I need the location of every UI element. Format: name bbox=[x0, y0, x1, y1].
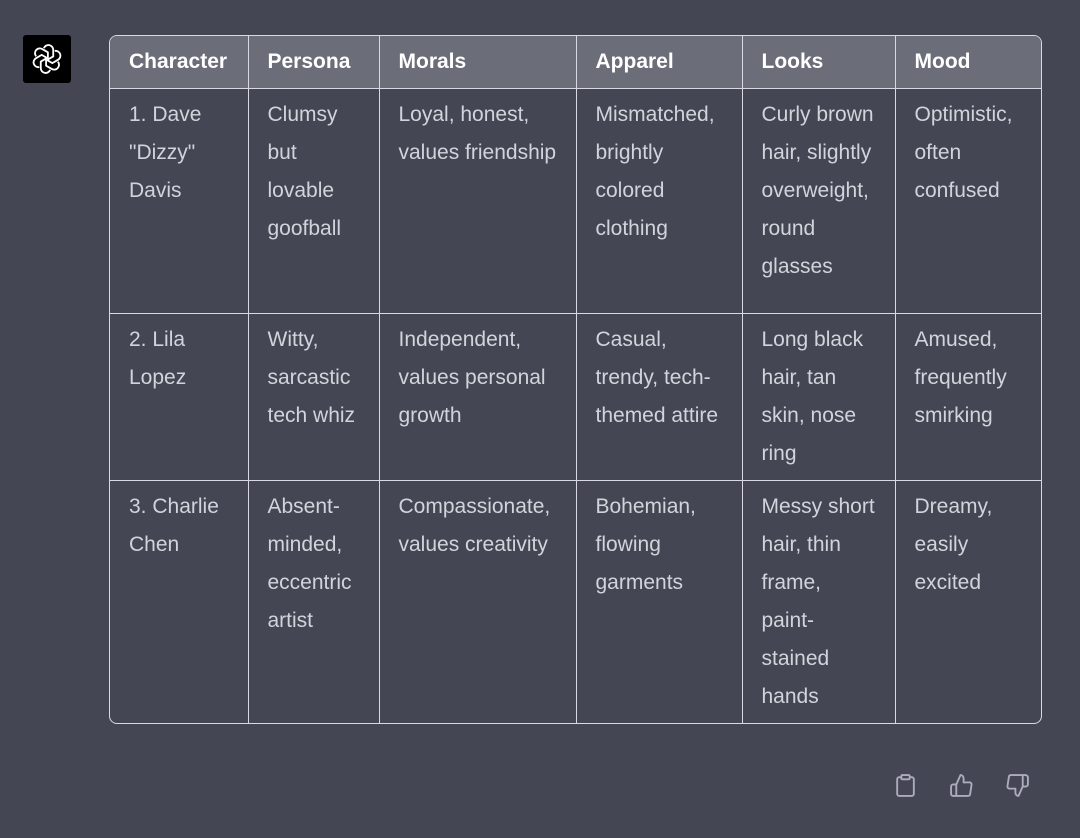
table-row bbox=[110, 89, 1041, 314]
table-cell: Loyal, honest, values friendship bbox=[379, 89, 576, 314]
character-table-container bbox=[109, 35, 1042, 724]
thumbs-up-button[interactable] bbox=[944, 770, 979, 800]
table-row bbox=[110, 314, 1041, 481]
table-cell: Messy short hair, thin frame, paint-stained hands bbox=[742, 481, 895, 724]
thumbs-down-icon bbox=[1005, 773, 1030, 798]
openai-logo-icon bbox=[30, 42, 64, 76]
header-persona: Persona bbox=[248, 36, 379, 89]
table-cell: Long black hair, tan skin, nose ring bbox=[742, 314, 895, 481]
table-cell: Independent, values personal growth bbox=[379, 314, 576, 481]
header-character: Character bbox=[110, 36, 248, 89]
table-cell: Absent-minded, eccentric artist bbox=[248, 481, 379, 724]
header-looks: Looks bbox=[742, 36, 895, 89]
table-row bbox=[110, 481, 1041, 724]
table-cell: 2. Lila Lopez bbox=[110, 314, 248, 481]
header-apparel: Apparel bbox=[576, 36, 742, 89]
table-cell: Compassionate, values creativity bbox=[379, 481, 576, 724]
clipboard-icon bbox=[893, 773, 918, 798]
copy-button[interactable] bbox=[888, 770, 923, 800]
table-cell: Dreamy, easily excited bbox=[895, 481, 1041, 724]
table-cell: Curly brown hair, slightly overweight, round glasses bbox=[742, 89, 895, 314]
table-cell: Bohemian, flowing garments bbox=[576, 481, 742, 724]
header-morals: Morals bbox=[379, 36, 576, 89]
table-cell: Mismatched, brightly colored clothing bbox=[576, 89, 742, 314]
table-cell: Optimistic, often confused bbox=[895, 89, 1041, 314]
table-header-row bbox=[110, 36, 1041, 89]
character-table bbox=[110, 36, 1041, 723]
thumbs-up-icon bbox=[949, 773, 974, 798]
table-cell: Casual, trendy, tech-themed attire bbox=[576, 314, 742, 481]
header-mood: Mood bbox=[895, 36, 1041, 89]
table-cell: Clumsy but lovable goofball bbox=[248, 89, 379, 314]
table-cell: Witty, sarcastic tech whiz bbox=[248, 314, 379, 481]
table-cell: 1. Dave "Dizzy" Davis bbox=[110, 89, 248, 314]
message-actions bbox=[888, 770, 1035, 800]
table-cell: 3. Charlie Chen bbox=[110, 481, 248, 724]
assistant-avatar bbox=[23, 35, 71, 83]
thumbs-down-button[interactable] bbox=[1000, 770, 1035, 800]
table-cell: Amused, frequently smirking bbox=[895, 314, 1041, 481]
